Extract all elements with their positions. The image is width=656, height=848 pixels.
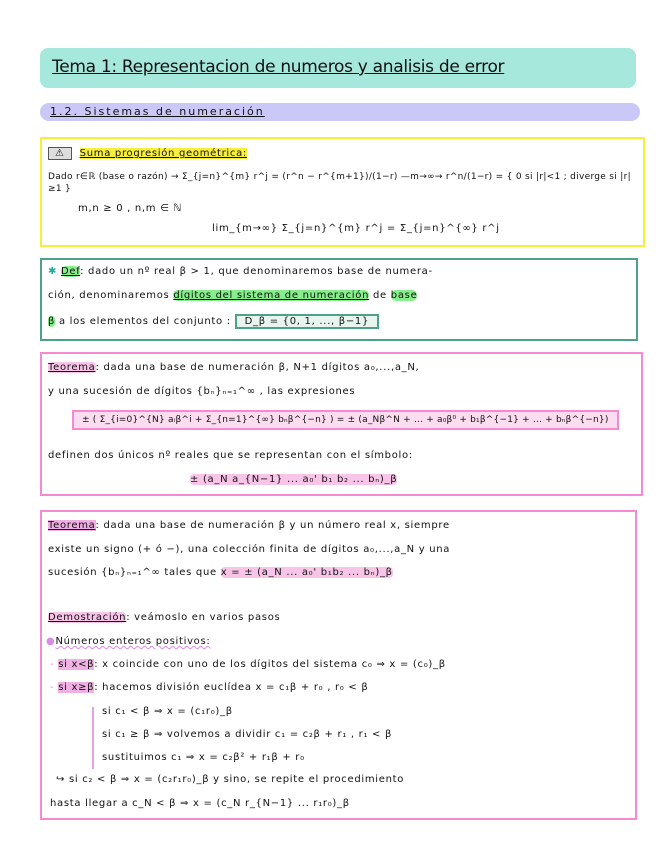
theorem-box-2: Teorema: dada una base de numeración β y un número real x, siempre existe un signo (+ ó −), una colección finita de dígitos a₀,...,a_N y una sucesión {bₙ}ₙ₌₁^∞ tales que x = ± (a_N ... a₀' b₁b₂ ... bₙ)_β Demostración: veámoslo en varios pasos ●Números enteros positivos: - si x<β: x coincide con uno de los dígitos del sistema c₀ ⇒ x = (c₀)_β - si x≥β: hacemos división euclídea x = c₁β + r₀ , r₀ < β si c₁ < β ⇒ x = (c₁r₀)_β si c₁ ≥ β ⇒ volvemos a dividir c₁ = c₂β + r₁ , r₁ < β sustituimos c₁ ⇒ x = c₂β² + r₁β + r₀ ↪ si c₂ < β ⇒ x = (c₂r₁r₀)_β y sino, se repite el procedimiento hasta llegar a c_N < β ⇒ x = (c_N r_{N−1} ... r₁r₀)_β xyxy=(40,510,637,820)
def-text: : dado un nº real β > 1, que denominaremos base de numera- xyxy=(80,266,433,277)
geometric-sum-limit: lim_{m→∞} Σ_{j=n}^{m} r^j = Σ_{j=n}^{∞} r^j xyxy=(212,223,500,234)
def-text: de xyxy=(369,290,391,301)
bullet-icon: ● xyxy=(46,636,56,647)
section-heading-banner xyxy=(40,103,640,121)
def-label: Def xyxy=(60,266,81,277)
bullet-heading: Números enteros positivos: xyxy=(55,636,211,647)
def-text: a los elementos del conjunto : xyxy=(55,316,235,327)
theorem-text: definen dos únicos nº reales que se representan con el símbolo: xyxy=(48,450,413,461)
page-title: Tema 1: Representacion de numeros y analisis de error xyxy=(52,57,505,77)
page-title-banner xyxy=(40,48,636,88)
case-text: hasta llegar a c_N < β ⇒ x = (c_N r_{N−1} ... r₁r₀)_β xyxy=(50,798,350,809)
def-text: ción, denominaremos xyxy=(48,290,174,301)
theorem-label: Teorema xyxy=(48,520,96,531)
case-label: si x<β xyxy=(58,659,95,670)
theorem-text: sucesión {bₙ}ₙ₌₁^∞ tales que xyxy=(48,567,221,578)
demo-label: Demostración xyxy=(48,612,127,623)
def-highlight: β xyxy=(48,316,56,327)
geometric-sum-formula: Dado r∈ℝ (base o razón) → Σ_{j=n}^{m} r^j = (r^n − r^{m+1})/(1−r) —m→∞→ r^n/(1−r) = { 0 si |r|<1 ; diverge si |r|≥1 } xyxy=(48,172,631,194)
case-text: sustituimos c₁ ⇒ x = c₂β² + r₁β + r₀ xyxy=(102,752,305,763)
theorem-formula: ± ( Σ_{i=0}^{N} aᵢβ^i + Σ_{n=1}^{∞} bₙβ^{−n} ) = ± (a_Nβ^N + ... + a₀β⁰ + b₁β^{−1} + ... + bₙβ^{−n}) xyxy=(72,410,619,430)
warning-icon: ⚠ xyxy=(48,147,72,160)
geometric-sum-heading: Suma progresión geométrica: xyxy=(79,148,247,159)
case-text: si c₁ ≥ β ⇒ volvemos a dividir c₁ = c₂β + r₁ , r₁ < β xyxy=(102,729,393,740)
theorem-label: Teorema xyxy=(48,362,96,373)
theorem-symbol: ± (a_N a_{N−1} ... a₀' b₁ b₂ ... bₙ)_β xyxy=(190,474,398,485)
def-highlight: dígitos del sistema de numeración xyxy=(173,290,370,301)
geometric-sum-box xyxy=(40,137,645,247)
theorem-text: existe un signo (+ ó −), una colección finita de dígitos a₀,...,a_N y una xyxy=(48,544,451,555)
theorem-text: : dada una base de numeración β y un número real x, siempre xyxy=(95,520,450,531)
digit-set: D_β = {0, 1, ..., β−1} xyxy=(235,314,379,329)
case-text: si c₁ < β ⇒ x = (c₁r₀)_β xyxy=(102,706,233,717)
bracket-line xyxy=(92,707,94,769)
case-text: : hacemos división euclídea x = c₁β + r₀ , r₀ < β xyxy=(94,682,369,693)
case-label: si x≥β xyxy=(58,682,95,693)
geometric-sum-conditions: m,n ≥ 0 , n,m ∈ ℕ xyxy=(78,203,183,214)
section-heading: 1.2. Sistemas de numeración xyxy=(50,105,265,118)
theorem-box-1 xyxy=(40,352,643,496)
theorem-text: y una sucesión de dígitos {bₙ}ₙ₌₁^∞ , las expresiones xyxy=(48,386,356,397)
star-icon: ✱ xyxy=(48,266,58,277)
def-highlight: base xyxy=(390,290,418,301)
definition-box xyxy=(40,258,638,341)
theorem-text: : dada una base de numeración β, N+1 dígitos a₀,...,a_N, xyxy=(95,362,420,373)
demo-text: : veámoslo en varios pasos xyxy=(126,612,281,623)
case-text: ↪ si c₂ < β ⇒ x = (c₂r₁r₀)_β y sino, se repite el procedimiento xyxy=(56,774,405,785)
case-text: : x coincide con uno de los dígitos del sistema c₀ ⇒ x = (c₀)_β xyxy=(94,659,446,670)
theorem-formula: x = ± (a_N ... a₀' b₁b₂ ... bₙ)_β xyxy=(220,567,393,578)
